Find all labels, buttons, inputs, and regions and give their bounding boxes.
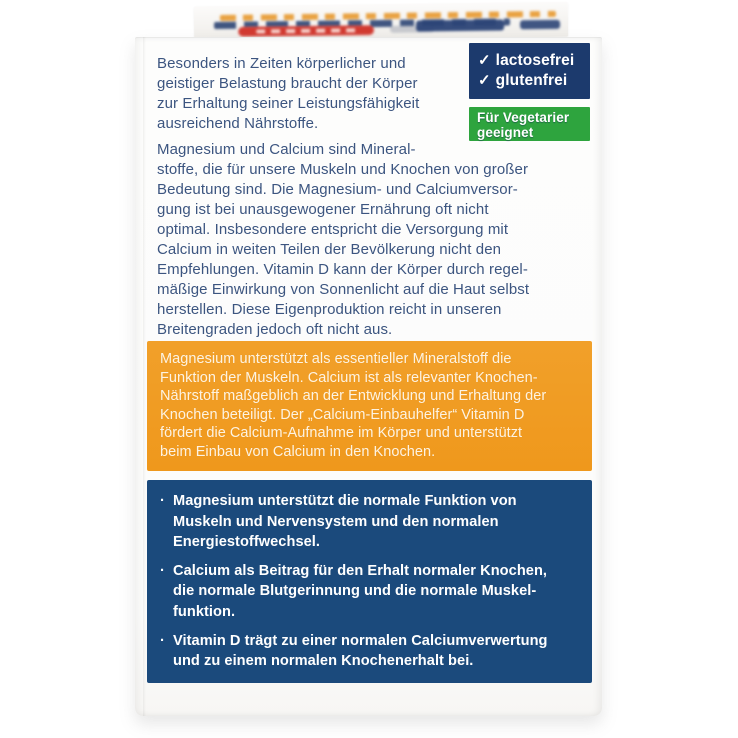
benefit-item <box>160 491 582 553</box>
flap-print-red-bar <box>238 25 374 37</box>
flap-print <box>194 2 568 42</box>
bullet-marker: · <box>160 562 165 579</box>
vegetarian-badge: Für Vegetarier geeignet <box>469 107 590 141</box>
check-icon: ✓ <box>478 72 491 89</box>
flap-print-navy-end <box>520 20 560 29</box>
intro-paragraph: Besonders in Zeiten körperlicher und geistiger Belastung braucht der Körper zur Erhaltung seiner Leistungsfähigkeit ausreichend Nährstoffe. <box>157 55 420 132</box>
body-paragraph: Magnesium und Calcium sind Mineral- stoffe, die für unsere Muskeln und Knochen von großer Bedeutung sind. Die Magnesium- und Calciumversor- gung ist bei unausgewogener Ernährung oft nicht optimal. Insbesondere entspricht die Versorgung mit Calcium in weiten Teilen der Bevölkerung nicht den Empfehlungen. Vitamin D kann der Körper durch regel- mäßige Einwirkung von Sonnenlicht auf die Haut selbst herstellen. Diese Eigenproduktion reicht in unseren Breitengraden jedoch oft nicht aus. <box>157 141 530 338</box>
benefit-text: Vitamin D trägt zu einer normalen Calciumverwertung und zu einem normalen Knochenerhalt bei. <box>173 632 548 670</box>
bullet-marker: · <box>160 493 165 509</box>
benefit-item <box>160 561 582 623</box>
benefit-item <box>160 631 582 672</box>
benefit-text: Magnesium unterstützt die normale Funktion von Muskeln und Nervensystem und den normalen Energiestoffwechsel. <box>173 493 517 551</box>
flap-print-navy-blob <box>416 19 504 31</box>
box-top-flap <box>194 2 568 42</box>
benefits-box <box>147 480 592 683</box>
highlight-box: Magnesium unterstützt als essentieller Mineralstoff die Funktion der Muskeln. Calcium ist als relevanter Knochen- Nährstoff maßgeblich an der Entwicklung und Erhaltung der Knochen beteiligt. Der „Calcium-Einbauhelfer“ Vitamin D fördert die Calcium-Aufnahme im Körper und unterstützt beim Einbau von Calcium in den Knochen. <box>147 341 592 471</box>
diet-badge-row <box>478 52 590 70</box>
bullet-marker: · <box>160 632 165 649</box>
diet-badge-row <box>478 72 590 90</box>
check-icon: ✓ <box>478 52 491 69</box>
diet-badge-label: lactosefrei <box>495 52 575 69</box>
diet-badge-label: glutenfrei <box>495 72 568 89</box>
diet-badge <box>469 43 590 99</box>
panel-crease <box>143 37 146 716</box>
benefit-text: Calcium als Beitrag für den Erhalt normaler Knochen, die normale Blutgerinnung und die normale Muskel- funktion. <box>173 562 548 620</box>
box-back-panel <box>135 37 602 716</box>
